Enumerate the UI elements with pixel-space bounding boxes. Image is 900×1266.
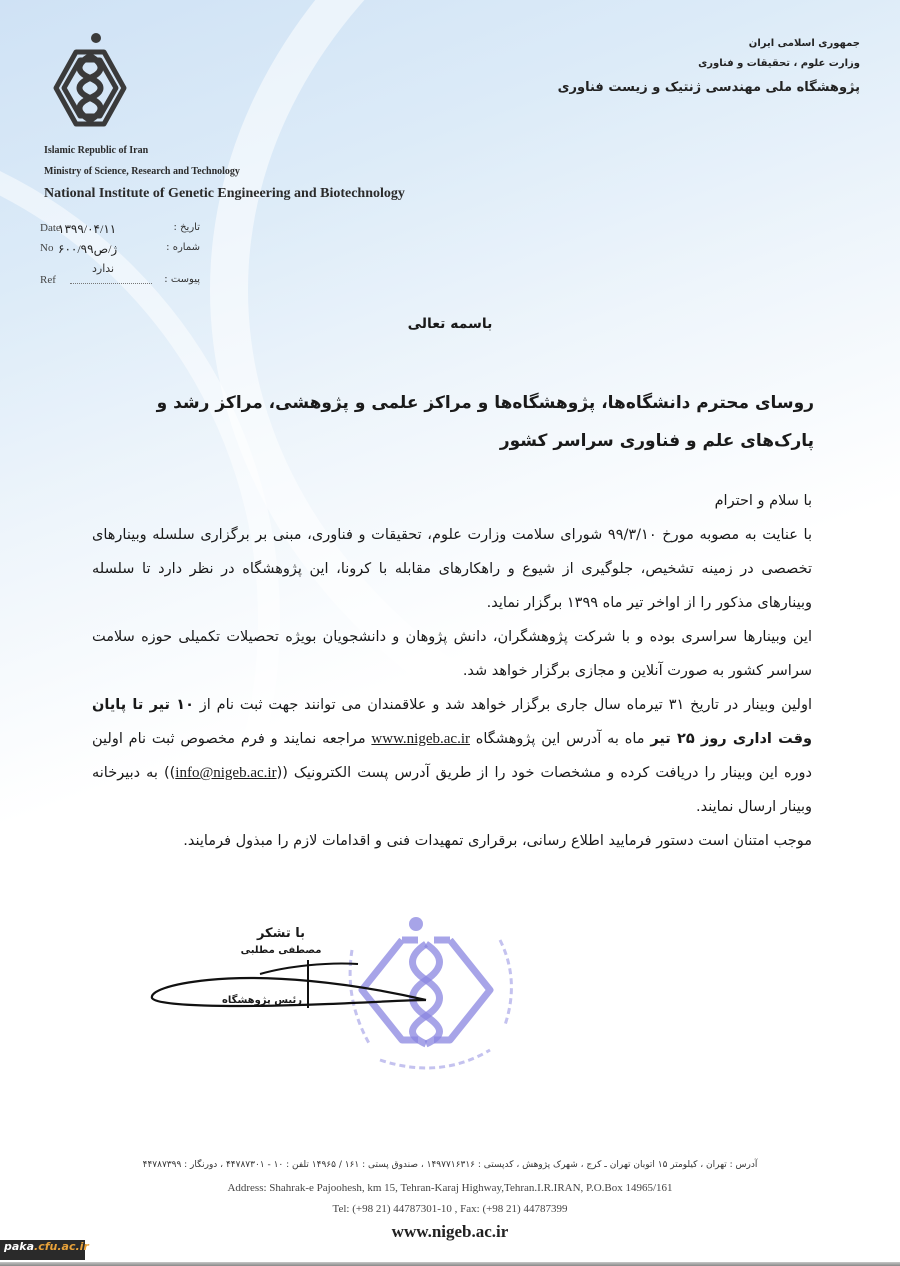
body-paragraph-2: این وبینارها سراسری بوده و با شرکت پژوهشگران، دانش پژوهان و دانشجویان بویژه تحصیلات تکمیلی حوزه سلامت سراسر کشور به صورت آنلاین و مجازی برگزار خواهد شد. [92,629,812,679]
date-row [40,222,200,242]
letter-meta [40,222,200,294]
addressee: روسای محترم دانشگاه‌ها، پژوهشگاه‌ها و مراکز علمی و پژوهشی، مراکز رشد و پارک‌های علم و فناوری سراسر کشور [156,393,814,451]
institute-name-fa: پژوهشگاه ملی مهندسی ژنتیک و زیست فناوری [557,80,860,95]
basmala-heading: باسمه تعالی [407,316,493,332]
footer-tel-fax: Tel: (+98 21) 44787301-10 , Fax: (+98 21) 44787399 [332,1203,568,1215]
number-value: ۶۰۰/ژ/ص۹۹ [58,242,118,256]
watermark-badge [0,1240,89,1260]
para3-text-b: ماه به آدرس این پژوهشگاه [469,731,651,747]
ref-dotted-line [70,283,152,284]
letter-body [92,484,812,858]
registration-period: ۱۰ تیر تا پایان وقت اداری روز ۲۵ تیر [92,697,813,747]
ref-row [40,262,200,294]
watermark-text [4,1240,89,1253]
footer-website[interactable]: www.nigeb.ac.ir [391,1222,509,1241]
nigeb-dna-logo-icon [50,30,130,142]
body-paragraph-1: با عنایت به مصوبه مورخ ۹۹/۳/۱۰ شورای سلامت وزارت علوم، تحقیقات و فناوری، مبنی بر برگزاری سلسله وبینارهای تخصصی در زمینه تشخیص، جلوگیری از شیوع و راهکارهای مقابله با کرونا، این پژوهشگاه در نظر دارد تا سلسله وبینارهای مذکور را از اواخر تیر ماه ۱۳۹۹ برگزار نماید. [92,527,813,611]
closing-thanks: با تشکر [256,926,306,941]
ministry-name-en: Ministry of Science, Research and Technology [44,166,240,177]
footer-address-fa: آدرس : تهران ، کیلومتر ۱۵ اتوبان تهران ـ کرج ، شهرک پژوهش ، کدپستی : ۱۴۹۷۷۱۶۳۱۶ ، صندوق پستی : ۱۶۱ / ۱۴۹۶۵ تلفن : ۱۰ - ۴۴۷۸۷۳۰۱ ، دورنگار : ۴۴۷۸۷۳۹۹ [142,1160,758,1170]
para3-text-c: مراجعه نمایند و فرم مخصوص ثبت نام اولین دوره این وبینار را دریافت کرده و مشخصات خود را از طریق آدرس پست الکترونیک (( [92,731,812,781]
date-value: ۱۳۹۹/۰۴/۱۱ [58,222,117,236]
number-label-fa: شماره : [166,242,200,253]
page-bottom-edge [0,1262,900,1266]
website-link[interactable]: www.nigeb.ac.ir [371,731,470,747]
greeting: با سلام و احترام [714,493,812,509]
body-paragraph-4: موجب امتنان است دستور فرمایید اطلاع رسانی، برقراری تمهیدات فنی و اقدامات لازم را مبذول فرمایند. [183,833,812,849]
watermark-part2: .cfu.ac.ir [34,1240,89,1253]
body-paragraph-3 [92,688,812,824]
watermark-part1: paka [4,1240,35,1253]
number-row [40,242,200,262]
signatory-title: رئیس پژوهشگاه [222,995,302,1006]
signatory-name: مصطفی مطلبی [240,945,322,956]
closing-block [236,926,326,956]
date-label-en: Date [40,222,61,234]
ministry-name-fa: وزارت علوم ، تحقیقات و فناوری [698,58,860,69]
email-link[interactable]: info@nigeb.ac.ir [175,765,277,781]
ref-label-en: Ref [40,274,56,286]
institute-name-en: National Institute of Genetic Engineering and Biotechnology [44,186,405,201]
country-name-fa: جمهوری اسلامی ایران [748,38,860,49]
para3-text-a: اولین وبینار در تاریخ ۳۱ تیرماه سال جاری برگزار خواهد شد و علاقمندان می توانند جهت ثبت نام از [193,697,812,713]
ref-label-fa: پیوست : [164,274,200,285]
number-label-en: No [40,242,54,254]
country-name-en: Islamic Republic of Iran [44,145,149,156]
ref-value: ندارد [92,262,115,275]
footer-address-en: Address: Shahrak-e Pajoohesh, km 15, Tehran-Karaj Highway,Tehran.I.R.IRAN, P.O.Box 14965/161 [227,1182,673,1194]
date-label-fa: تاریخ : [173,222,200,233]
para3-text-d: )) به دبیرخانه وبینار ارسال نمایند. [92,765,812,815]
